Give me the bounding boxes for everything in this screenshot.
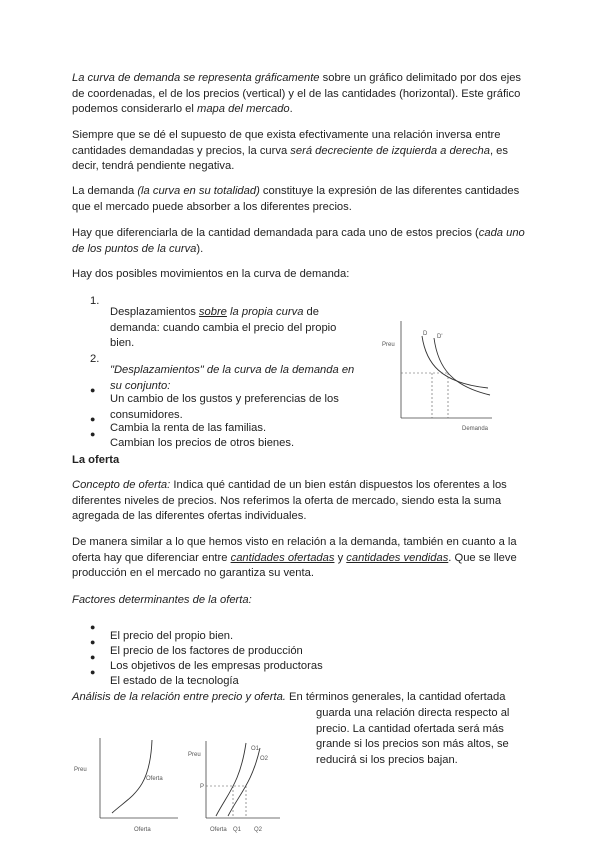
price-label: P (200, 784, 205, 790)
section-title-oferta: La oferta (72, 454, 120, 466)
list-item (110, 305, 350, 352)
text: : (167, 379, 171, 392)
list-item: El estado de la tecnología (110, 675, 239, 688)
text: Indica qué cantidad de un bien están dispuestos los oferentes a los diferentes niveles de precios. Nos referimos la oferta de mercado, siendo esta la suma agregada de las diferentes ofertas individuales. (72, 479, 507, 522)
text: ). (196, 242, 204, 255)
supply-curve-o1 (216, 743, 246, 816)
bullet: ● (90, 667, 96, 677)
y-axis-label: Preu (74, 767, 87, 773)
italic-text: Concepto de oferta: (72, 479, 171, 491)
y-axis-label: Preu (188, 752, 201, 758)
paragraph-analisis (72, 690, 534, 706)
curve-label-d-prime: D' (437, 334, 443, 340)
paragraph-analisis-cont: guarda una relación directa respecto al precio. La cantidad ofertada será más grande si los precios son más altos, se reducirá si los precios bajan. (316, 707, 510, 766)
y-axis-label: Preu (382, 342, 395, 348)
italic-text: Análisis de la relación entre precio y oferta. (72, 691, 286, 703)
italic-text: será decreciente de izquierda a derecha (290, 144, 490, 157)
text: La demanda (72, 185, 138, 197)
bullet: ● (90, 385, 96, 395)
underlined-text: sobre (198, 306, 227, 319)
x-axis-label: Oferta (134, 827, 151, 833)
italic-text: la propia curva (226, 306, 304, 319)
text: de demanda: cuando cambia el precio del propio bien. (110, 306, 337, 350)
italic-text: mapa del mercado (197, 103, 290, 115)
paragraph-concepto-oferta (72, 478, 534, 525)
text: . (289, 103, 293, 115)
list-item: El precio del propio bien. (110, 630, 234, 643)
paragraph-demand-total (72, 184, 534, 215)
bullet: ● (90, 652, 96, 662)
list-item: Un cambio de los gustos y preferencias de los consumidores. (110, 393, 339, 421)
curve-label-d: D (423, 331, 428, 337)
italic-text: cada uno de los puntos de la curva (72, 227, 525, 255)
paragraph-demand-graph (72, 71, 534, 118)
curve-label-o1: O1 (251, 746, 260, 752)
text: . Que se lleve producción en el mercado no garantiza su venta. (72, 551, 517, 579)
text: constituye la expresión de las diferentes cantidades que el mercado puede absorber a los diferentes precios. (72, 185, 520, 213)
supply-chart-simple (72, 735, 182, 835)
curve-label-o2: O2 (260, 756, 269, 762)
bullet: ● (90, 622, 96, 632)
supply-curve-o2 (228, 748, 260, 816)
list-number: 2. (90, 353, 100, 365)
paragraph-movements: Hay dos posibles movimientos en la curva de demanda: (72, 268, 350, 280)
q2-label: Q2 (254, 827, 263, 833)
text: , es decir, tendrá pendiente negativa. (72, 144, 508, 172)
list-number: 1. (90, 295, 100, 307)
curve-label: Oferta (146, 776, 163, 782)
bullet: ● (90, 429, 96, 439)
q1-label: Q1 (233, 827, 242, 833)
text: y (334, 551, 347, 564)
demand-curve-d-prime (434, 338, 490, 395)
text: De manera similar a lo que hemos visto en relación a la demanda, también en cuanto a la oferta hay que diferenciar entre (72, 536, 517, 564)
paragraph-cantidades (72, 535, 534, 582)
italic-text: (la curva en su totalidad) (137, 185, 260, 197)
underlined-text: cantidades ofertadas (230, 551, 335, 564)
x-axis-label: Oferta (210, 827, 227, 833)
supply-chart-shift (188, 738, 288, 838)
x-axis-label: Demanda (462, 426, 489, 432)
paragraph-factores: Factores determinantes de la oferta: (72, 594, 252, 606)
bullet: ● (90, 637, 96, 647)
list-item: Cambia la renta de las familias. (110, 422, 267, 435)
text: Hay que diferenciarla de la cantidad demandada para cada uno de estos precios ( (72, 227, 479, 239)
bullet: ● (90, 414, 96, 424)
italic-text: La curva de demanda se representa gráficamente (72, 72, 320, 84)
underlined-text: cantidades vendidas (346, 551, 449, 564)
list-item: Los objetivos de les empresas productoras (110, 660, 323, 673)
text: sobre un gráfico delimitado por dos ejes de coordenadas, el de los precios (vertical) y el de las cantidades (horizontal). Este gráfico podemos considerarlo el (72, 72, 522, 115)
text: Desplazamientos (110, 306, 199, 319)
italic-text: "Desplazamientos" de la curva de la demanda en su conjunto (110, 364, 355, 392)
demand-chart (370, 318, 500, 438)
text: Siempre que se dé el supuesto de que exista efectivamente una relación inversa entre cantidades demandadas y precios, la curva (72, 129, 501, 157)
text: En términos generales, la cantidad ofertada (285, 691, 506, 703)
list-item: Cambian los precios de otros bienes. (110, 437, 295, 450)
paragraph-quantity-demanded (72, 226, 534, 257)
list-item: El precio de los factores de producción (110, 645, 303, 658)
list-item (110, 363, 355, 394)
paragraph-inverse-relation (72, 128, 534, 175)
